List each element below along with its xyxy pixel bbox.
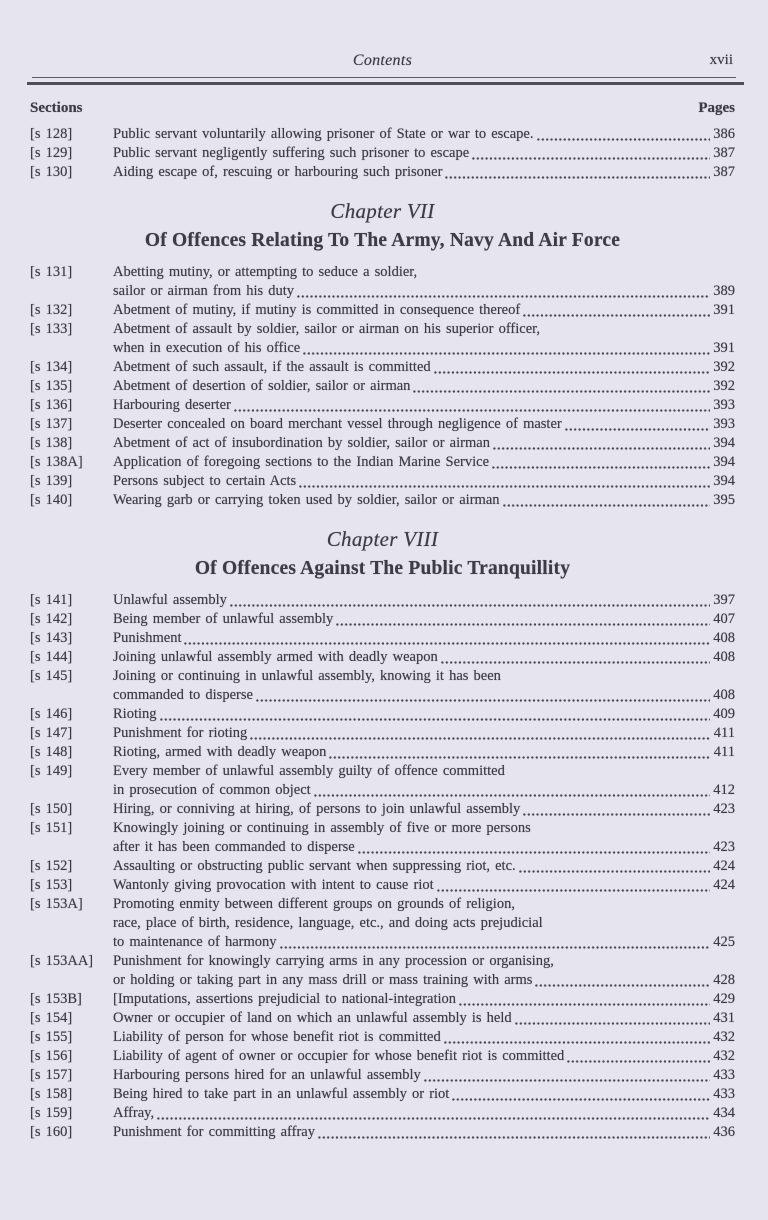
entry-page-number: 411 xyxy=(713,725,735,741)
section-number: [s 149] xyxy=(30,763,73,779)
entry-line-text: Abetment of act of insubordination by soldier, sailor or airman xyxy=(113,435,490,451)
entry-line xyxy=(113,800,735,819)
entry-page-number: 428 xyxy=(713,972,735,988)
entry-line-text: Punishment for rioting xyxy=(113,725,248,741)
entry-line-text: Wantonly giving provocation with intent to cause riot xyxy=(113,877,434,893)
entry-text xyxy=(113,1047,735,1066)
toc-entry xyxy=(30,743,735,762)
toc-entry xyxy=(30,1009,735,1028)
entry-line xyxy=(113,838,735,857)
chapter-title: Of Offences Against The Public Tranquillity xyxy=(194,558,571,579)
dot-leader xyxy=(313,781,712,800)
entry-page-number: 387 xyxy=(713,145,735,161)
entry-page-number: 386 xyxy=(713,126,735,142)
entry-line-text: after it has been commanded to disperse xyxy=(113,839,355,855)
entry-page-number: 391 xyxy=(713,340,735,356)
toc-entry xyxy=(30,819,735,857)
toc-entry xyxy=(30,990,735,1009)
toc-entry xyxy=(30,453,735,472)
entry-line xyxy=(113,762,735,781)
entry-line-text: Persons subject to certain Acts xyxy=(113,473,297,489)
entry-page-number: 424 xyxy=(713,858,735,874)
toc-entry xyxy=(30,1085,735,1104)
dot-leader xyxy=(491,453,711,472)
toc-entry xyxy=(30,491,735,510)
entry-line xyxy=(113,339,735,358)
entry-line-text: [Imputations, assertions prejudicial to national-integration xyxy=(113,991,457,1007)
entry-line xyxy=(113,301,735,320)
entry-line xyxy=(113,1123,735,1142)
entry-line-text: Joining unlawful assembly armed with deadly weapon xyxy=(113,649,438,665)
dot-leader xyxy=(328,743,711,762)
dot-leader xyxy=(522,301,711,320)
entry-page-number: 412 xyxy=(713,782,735,798)
section-number: [s 160] xyxy=(30,1124,73,1140)
entry-line xyxy=(113,377,735,396)
entry-page-number: 407 xyxy=(713,611,735,627)
section-number: [s 156] xyxy=(30,1048,73,1064)
entry-text xyxy=(113,163,735,182)
entry-line-text: Aiding escape of, rescuing or harbouring such prisoner xyxy=(113,164,443,180)
toc-entry xyxy=(30,125,735,144)
section-number: [s 159] xyxy=(30,1105,73,1121)
section-number: [s 143] xyxy=(30,630,73,646)
entry-line xyxy=(113,990,735,1009)
entry-text xyxy=(113,491,735,510)
entry-line xyxy=(113,819,735,838)
toc-entry xyxy=(30,144,735,163)
dot-leader xyxy=(183,629,711,648)
entry-line xyxy=(113,1028,735,1047)
dot-leader xyxy=(534,971,711,990)
entry-page-number: 408 xyxy=(713,687,735,703)
dot-leader xyxy=(514,1009,712,1028)
entry-page-number: 424 xyxy=(713,877,735,893)
entry-line-text: to maintenance of harmony xyxy=(113,934,277,950)
entry-text xyxy=(113,667,735,705)
entry-line xyxy=(113,282,735,301)
entry-text xyxy=(113,629,735,648)
entry-line-text: Abetting mutiny, or attempting to seduce a soldier, xyxy=(113,264,418,280)
section-number: [s 142] xyxy=(30,611,73,627)
entry-text xyxy=(113,952,735,990)
chapter-number: Chapter VII xyxy=(330,199,435,223)
entry-line xyxy=(113,1085,735,1104)
dot-leader xyxy=(317,1123,711,1142)
section-number: [s 155] xyxy=(30,1029,73,1045)
entry-line-text: Punishment for committing affray xyxy=(113,1124,315,1140)
entry-text xyxy=(113,895,735,952)
entry-line-text: Assaulting or obstructing public servant when suppressing riot, etc. xyxy=(113,858,516,874)
toc-entry xyxy=(30,705,735,724)
entry-line-text: Every member of unlawful assembly guilty of offence committed xyxy=(113,763,505,779)
entry-text xyxy=(113,434,735,453)
entry-line-text: in prosecution of common object xyxy=(113,782,311,798)
section-number: [s 131] xyxy=(30,264,73,280)
section-number: [s 128] xyxy=(30,126,73,142)
section-number: [s 146] xyxy=(30,706,73,722)
entry-text xyxy=(113,453,735,472)
entry-text xyxy=(113,724,735,743)
entry-page-number: 394 xyxy=(713,473,735,489)
header-rule-thick xyxy=(27,82,744,85)
entry-line xyxy=(113,705,735,724)
entry-page-number: 408 xyxy=(713,649,735,665)
entry-line xyxy=(113,667,735,686)
entry-page-number: 387 xyxy=(713,164,735,180)
entry-line-text: Joining or continuing in unlawful assembly, knowing it has been xyxy=(113,668,501,684)
entry-line xyxy=(113,895,735,914)
entry-page-number: 409 xyxy=(713,706,735,722)
toc-entry xyxy=(30,415,735,434)
entry-line xyxy=(113,857,735,876)
entry-text xyxy=(113,648,735,667)
entry-text xyxy=(113,1009,735,1028)
section-number: [s 136] xyxy=(30,397,73,413)
entry-page-number: 393 xyxy=(713,397,735,413)
section-number: [s 150] xyxy=(30,801,73,817)
chapter-title: Of Offences Relating To The Army, Navy And Air Force xyxy=(144,230,621,251)
entry-text xyxy=(113,762,735,800)
running-header xyxy=(30,52,735,72)
entry-line-text: Hiring, or conniving at hiring, of persons to join unlawful assembly xyxy=(113,801,521,817)
toc-body xyxy=(30,125,735,1142)
entry-text xyxy=(113,320,735,358)
entry-text xyxy=(113,591,735,610)
entry-line-text: Liability of agent of owner or occupier for whose benefit riot is committed xyxy=(113,1048,565,1064)
entry-line-text: Rioting xyxy=(113,706,157,722)
toc-entry xyxy=(30,263,735,301)
entry-line-text: when in execution of his office xyxy=(113,340,301,356)
entry-line-text: Being member of unlawful assembly xyxy=(113,611,334,627)
toc-entry xyxy=(30,320,735,358)
entry-page-number: 391 xyxy=(713,302,735,318)
toc-entry xyxy=(30,724,735,743)
section-number: [s 144] xyxy=(30,649,73,665)
entry-page-number: 389 xyxy=(713,283,735,299)
entry-page-number: 394 xyxy=(713,435,735,451)
entry-line xyxy=(113,876,735,895)
entry-line-text: Affray, xyxy=(113,1105,155,1121)
dot-leader xyxy=(298,472,711,491)
toc-entry xyxy=(30,301,735,320)
entry-page-number: 432 xyxy=(713,1048,735,1064)
toc-entry xyxy=(30,895,735,952)
toc-entry xyxy=(30,1123,735,1142)
dot-leader xyxy=(433,358,712,377)
dot-leader xyxy=(471,144,711,163)
entry-line xyxy=(113,1009,735,1028)
entry-line-text: Harbouring persons hired for an unlawful assembly xyxy=(113,1067,421,1083)
section-number: [s 157] xyxy=(30,1067,73,1083)
entry-line xyxy=(113,434,735,453)
section-number: [s 135] xyxy=(30,378,73,394)
entry-text xyxy=(113,263,735,301)
entry-line xyxy=(113,610,735,629)
entry-line xyxy=(113,648,735,667)
toc-entry xyxy=(30,1028,735,1047)
entry-text xyxy=(113,1104,735,1123)
toc-entry xyxy=(30,591,735,610)
toc-entry xyxy=(30,1066,735,1085)
toc-entry xyxy=(30,762,735,800)
dot-leader xyxy=(458,990,711,1009)
section-number: [s 140] xyxy=(30,492,73,508)
entry-line xyxy=(113,263,735,282)
entry-line-text: or holding or taking part in any mass drill or mass training with arms xyxy=(113,972,533,988)
entry-page-number: 423 xyxy=(713,839,735,855)
entry-page-number: 425 xyxy=(713,934,735,950)
entry-line xyxy=(113,914,735,933)
dot-leader xyxy=(233,396,711,415)
toc-entry xyxy=(30,1104,735,1123)
running-header-title: Contents xyxy=(352,52,413,69)
entry-line-text: Being hired to take part in an unlawful assembly or riot xyxy=(113,1086,450,1102)
entry-line xyxy=(113,1104,735,1123)
chapter-heading xyxy=(30,526,735,582)
entry-page-number: 423 xyxy=(713,801,735,817)
entry-text xyxy=(113,1085,735,1104)
entry-line-text: Wearing garb or carrying token used by soldier, sailor or airman xyxy=(113,492,500,508)
dot-leader xyxy=(444,163,711,182)
entry-line xyxy=(113,952,735,971)
entry-line xyxy=(113,781,735,800)
folio-page-number: xvii xyxy=(709,52,733,68)
dot-leader xyxy=(229,591,711,610)
entry-line xyxy=(113,396,735,415)
entry-page-number: 432 xyxy=(713,1029,735,1045)
entry-page-number: 436 xyxy=(713,1124,735,1140)
section-number: [s 153A] xyxy=(30,896,83,912)
entry-text xyxy=(113,800,735,819)
dot-leader xyxy=(279,933,712,952)
entry-line-text: Abetment of such assault, if the assault is committed xyxy=(113,359,431,375)
dot-leader xyxy=(451,1085,711,1104)
entry-page-number: 394 xyxy=(713,454,735,470)
entry-line xyxy=(113,491,735,510)
dot-leader xyxy=(357,838,712,857)
section-number: [s 134] xyxy=(30,359,73,375)
section-number: [s 129] xyxy=(30,145,73,161)
chapter-heading xyxy=(30,198,735,254)
entry-line xyxy=(113,320,735,339)
entry-page-number: 393 xyxy=(713,416,735,432)
entry-line-text: Rioting, armed with deadly weapon xyxy=(113,744,327,760)
entry-text xyxy=(113,705,735,724)
toc-entry xyxy=(30,377,735,396)
entry-text xyxy=(113,125,735,144)
entry-line xyxy=(113,125,735,144)
dot-leader xyxy=(423,1066,711,1085)
entry-line-text: commanded to disperse xyxy=(113,687,253,703)
entry-line xyxy=(113,686,735,705)
entry-text xyxy=(113,472,735,491)
entry-line-text: race, place of birth, residence, language, etc., and doing acts prejudicial xyxy=(113,915,543,931)
entry-text xyxy=(113,415,735,434)
entry-page-number: 408 xyxy=(713,630,735,646)
toc-entry xyxy=(30,629,735,648)
entry-line-text: Liability of person for whose benefit riot is committed xyxy=(113,1029,441,1045)
dot-leader xyxy=(156,1104,711,1123)
entry-text xyxy=(113,301,735,320)
entry-line-text: sailor or airman from his duty xyxy=(113,283,295,299)
entry-text xyxy=(113,396,735,415)
entry-line-text: Punishment for knowingly carrying arms in any procession or organising, xyxy=(113,953,554,969)
entry-line xyxy=(113,591,735,610)
section-number: [s 139] xyxy=(30,473,73,489)
entry-text xyxy=(113,1066,735,1085)
dot-leader xyxy=(335,610,711,629)
entry-line-text: Harbouring deserter xyxy=(113,397,231,413)
entry-line xyxy=(113,163,735,182)
entry-line xyxy=(113,933,735,952)
dot-leader xyxy=(302,339,711,358)
entry-line-text: Abetment of mutiny, if mutiny is committed in consequence thereof xyxy=(113,302,521,318)
dot-leader xyxy=(502,491,712,510)
section-number: [s 137] xyxy=(30,416,73,432)
dot-leader xyxy=(159,705,712,724)
dot-leader xyxy=(440,648,712,667)
entry-text xyxy=(113,857,735,876)
toc-entry xyxy=(30,434,735,453)
entry-text xyxy=(113,144,735,163)
pages-column-label: Pages xyxy=(698,100,735,116)
entry-page-number: 392 xyxy=(713,359,735,375)
toc-entry xyxy=(30,667,735,705)
entry-line-text: Promoting enmity between different groups on grounds of religion, xyxy=(113,896,515,912)
entry-text xyxy=(113,358,735,377)
toc-entry xyxy=(30,648,735,667)
dot-leader xyxy=(249,724,711,743)
section-number: [s 132] xyxy=(30,302,73,318)
entry-line-text: Knowingly joining or continuing in assembly of five or more persons xyxy=(113,820,531,836)
toc-entry xyxy=(30,876,735,895)
entry-line xyxy=(113,144,735,163)
dot-leader xyxy=(436,876,712,895)
toc-entry xyxy=(30,800,735,819)
entry-text xyxy=(113,990,735,1009)
toc-entry xyxy=(30,1047,735,1066)
section-number: [s 147] xyxy=(30,725,73,741)
dot-leader xyxy=(522,800,711,819)
section-number: [s 158] xyxy=(30,1086,73,1102)
entry-line-text: Deserter concealed on board merchant vessel through negligence of master xyxy=(113,416,562,432)
dot-leader xyxy=(296,282,711,301)
entry-line xyxy=(113,724,735,743)
entry-line-text: Punishment xyxy=(113,630,182,646)
dot-leader xyxy=(492,434,711,453)
entry-line-text: Public servant negligently suffering such prisoner to escape xyxy=(113,145,470,161)
dot-leader xyxy=(518,857,712,876)
entry-line-text: Abetment of assault by soldier, sailor or airman on his superior officer, xyxy=(113,321,541,337)
chapter-number: Chapter VIII xyxy=(326,527,439,551)
entry-page-number: 433 xyxy=(713,1067,735,1083)
entry-line xyxy=(113,472,735,491)
toc-entry xyxy=(30,163,735,182)
toc-entry xyxy=(30,358,735,377)
entry-text xyxy=(113,1028,735,1047)
entry-page-number: 434 xyxy=(713,1105,735,1121)
toc-entry xyxy=(30,857,735,876)
entry-line xyxy=(113,453,735,472)
entry-line-text: Owner or occupier of land on which an unlawful assembly is held xyxy=(113,1010,512,1026)
toc-entry xyxy=(30,472,735,491)
section-number: [s 130] xyxy=(30,164,73,180)
section-number: [s 138] xyxy=(30,435,73,451)
entry-text xyxy=(113,1123,735,1142)
column-headers xyxy=(30,100,735,117)
section-number: [s 151] xyxy=(30,820,73,836)
entry-line xyxy=(113,971,735,990)
entry-line-text: Public servant voluntarily allowing prisoner of State or war to escape. xyxy=(113,126,534,142)
sections-column-label: Sections xyxy=(30,100,83,116)
entry-text xyxy=(113,610,735,629)
section-number: [s 154] xyxy=(30,1010,73,1026)
toc-entry xyxy=(30,610,735,629)
section-number: [s 138A] xyxy=(30,454,83,470)
section-number: [s 153B] xyxy=(30,991,82,1007)
entry-line xyxy=(113,1047,735,1066)
entry-page-number: 395 xyxy=(713,492,735,508)
entry-page-number: 397 xyxy=(713,592,735,608)
dot-leader xyxy=(566,1047,711,1066)
entry-page-number: 429 xyxy=(713,991,735,1007)
entry-line xyxy=(113,743,735,762)
dot-leader xyxy=(255,686,711,705)
dot-leader xyxy=(564,415,712,434)
entry-line-text: Application of foregoing sections to the Indian Marine Service xyxy=(113,454,490,470)
entry-text xyxy=(113,743,735,762)
section-number: [s 141] xyxy=(30,592,73,608)
dot-leader xyxy=(412,377,711,396)
entry-page-number: 411 xyxy=(713,744,735,760)
entry-page-number: 431 xyxy=(713,1010,735,1026)
section-number: [s 153] xyxy=(30,877,73,893)
dot-leader xyxy=(443,1028,712,1047)
entry-page-number: 392 xyxy=(713,378,735,394)
section-number: [s 153AA] xyxy=(30,953,94,969)
section-number: [s 152] xyxy=(30,858,73,874)
entry-line xyxy=(113,1066,735,1085)
entry-line-text: Abetment of desertion of soldier, sailor or airman xyxy=(113,378,411,394)
entry-page-number: 433 xyxy=(713,1086,735,1102)
dot-leader xyxy=(536,125,712,144)
header-rule-thin xyxy=(32,77,736,78)
entry-text xyxy=(113,876,735,895)
entry-text xyxy=(113,377,735,396)
entry-text xyxy=(113,819,735,857)
entry-line xyxy=(113,629,735,648)
toc-entry xyxy=(30,952,735,990)
entry-line-text: Unlawful assembly xyxy=(113,592,227,608)
entry-line xyxy=(113,415,735,434)
section-number: [s 148] xyxy=(30,744,73,760)
section-number: [s 145] xyxy=(30,668,73,684)
toc-entry xyxy=(30,396,735,415)
section-number: [s 133] xyxy=(30,321,73,337)
entry-line xyxy=(113,358,735,377)
